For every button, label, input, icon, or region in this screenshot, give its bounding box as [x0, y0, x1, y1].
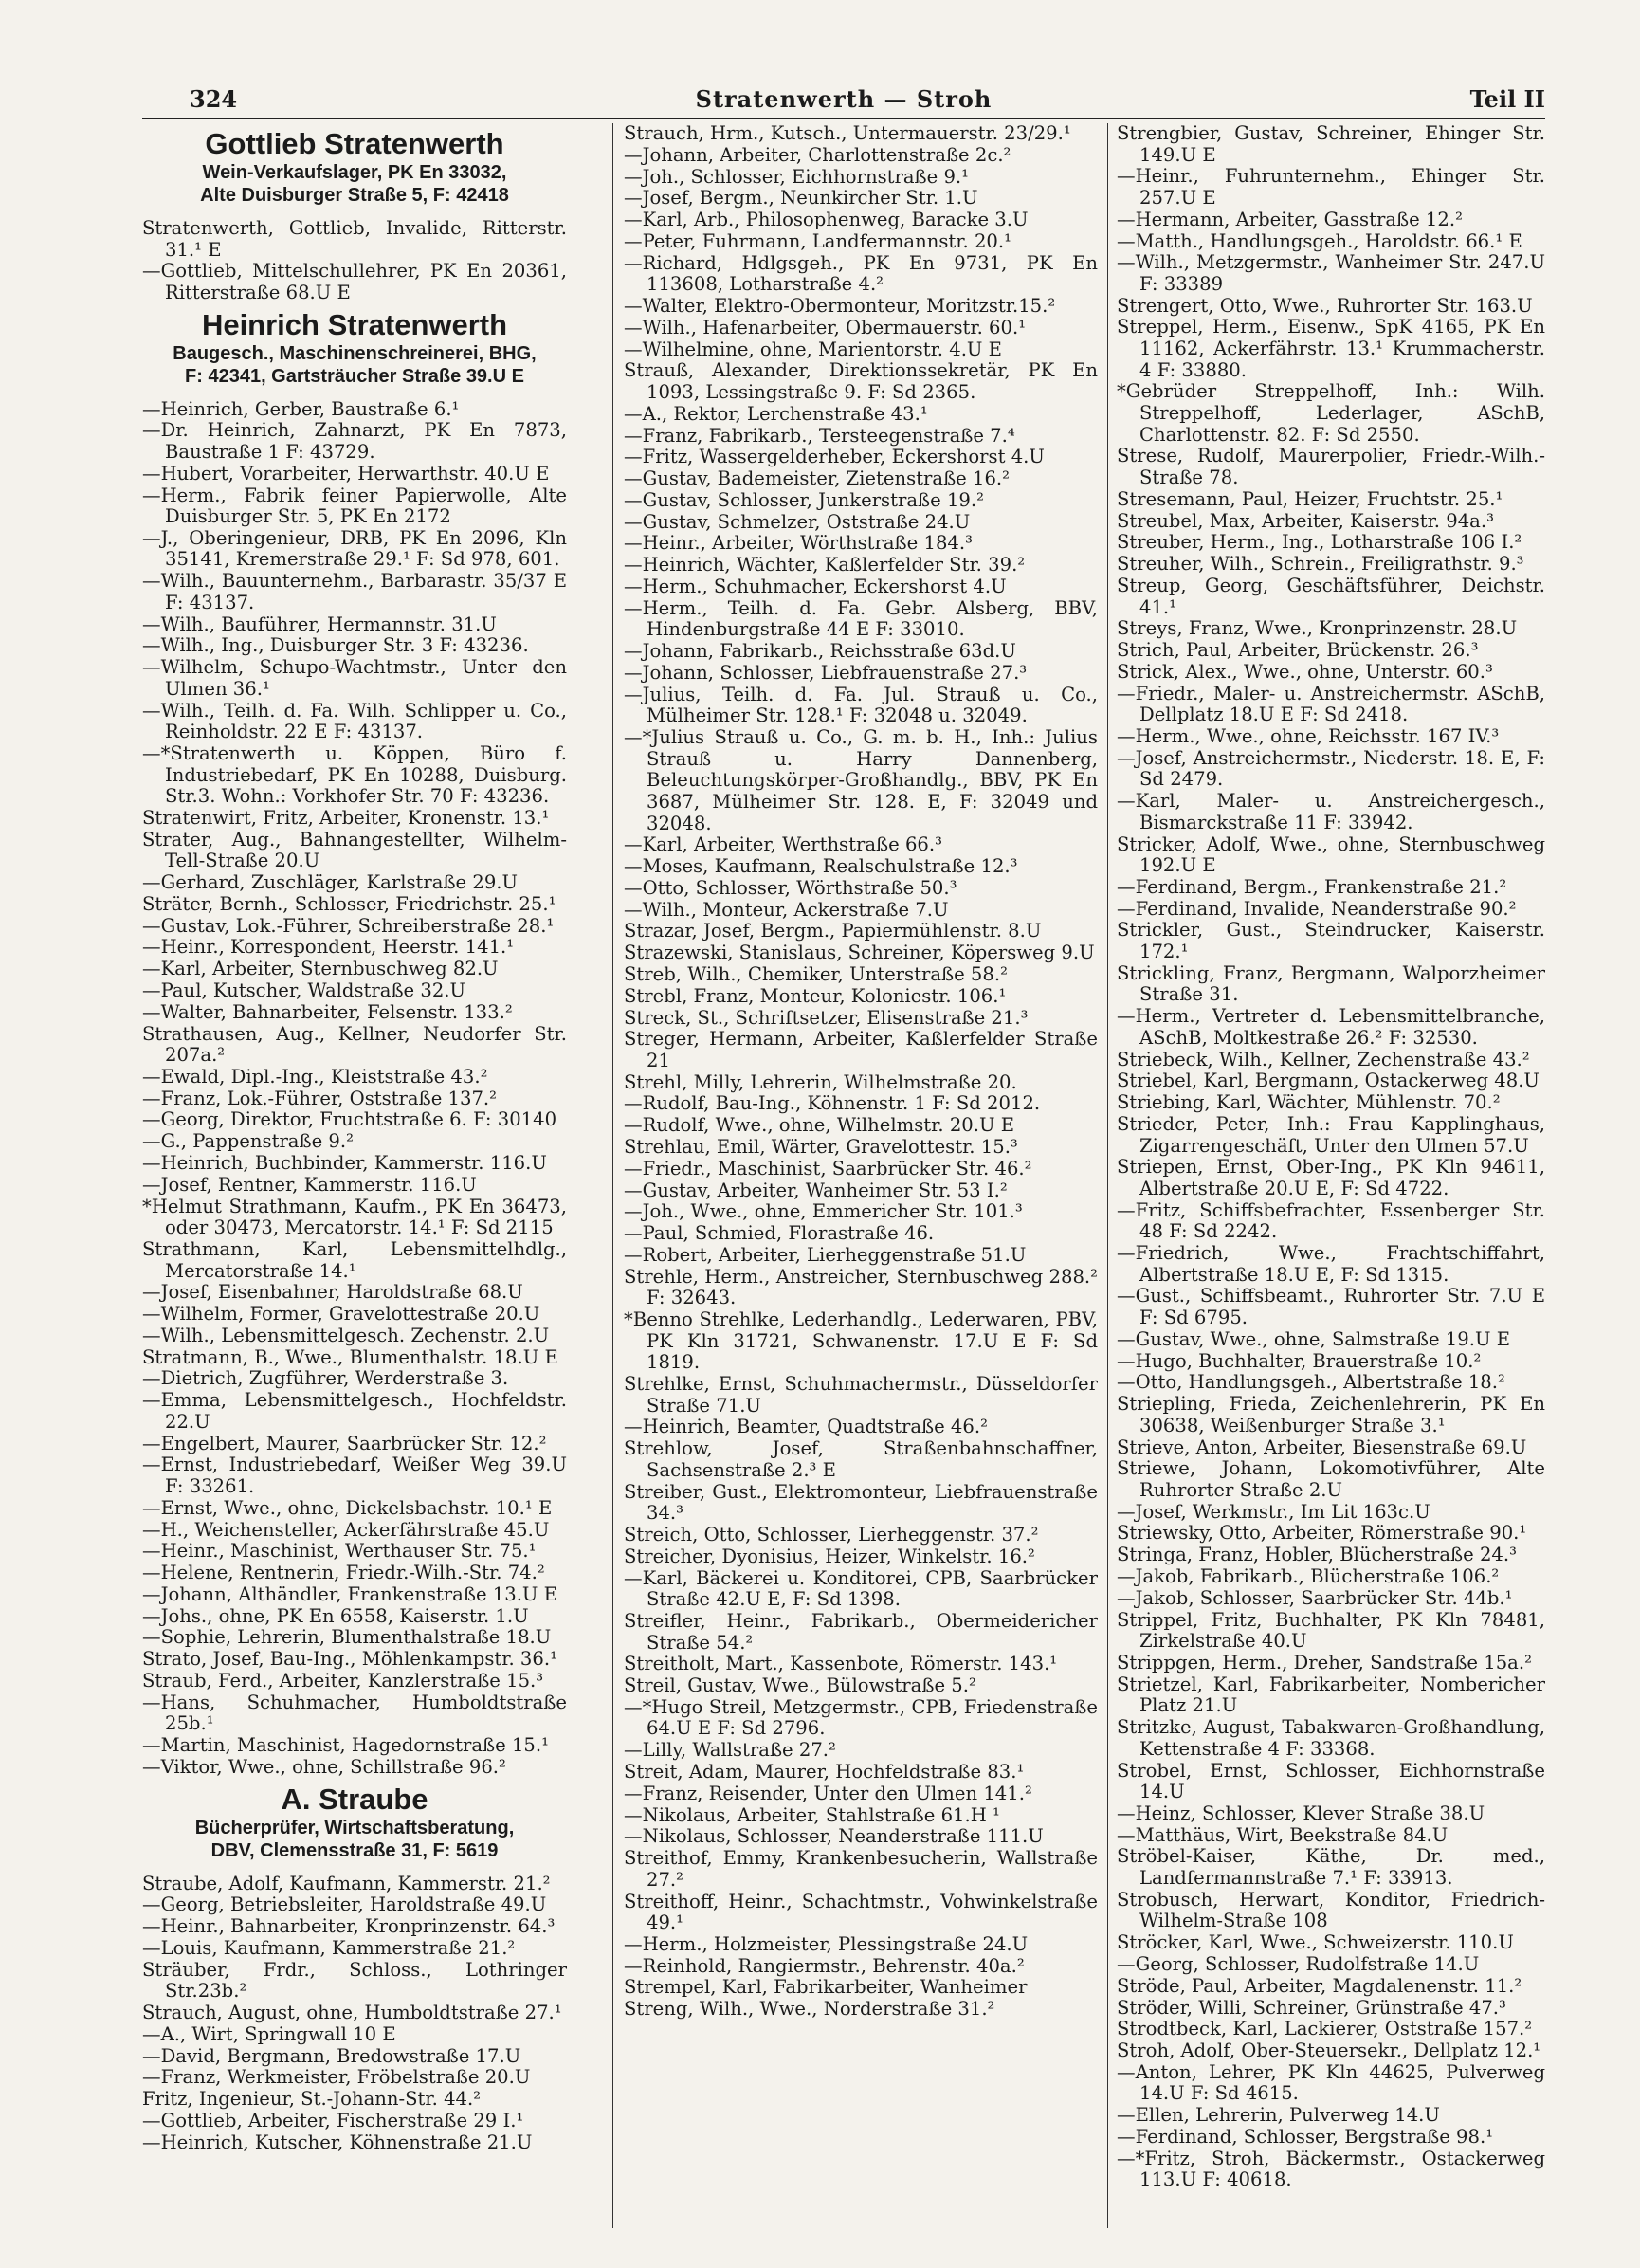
column-divider [612, 123, 613, 2228]
directory-entry: —Paul, Kutscher, Waldstraße 32.U [142, 979, 466, 1001]
directory-entry: Striebel, Karl, Bergmann, Ostackerweg 48.U [1117, 1070, 1540, 1092]
directory-entry: —J., Oberingenieur, DRB, PK En 2096, Kln 35141, Kremerstraße 29.¹ F: Sd 978, 601. [142, 526, 567, 571]
directory-entry: —Heinrich, Beamter, Quadtstraße 46.² [624, 1416, 988, 1438]
directory-entry: —Johs., ohne, PK En 6558, Kaiserstr. 1.U [142, 1604, 529, 1627]
directory-entry: —Franz, Reisender, Unter den Ulmen 141.² [624, 1782, 1032, 1804]
business-name: A. Straube [281, 1782, 428, 1816]
running-title: Stratenwerth — Stroh [695, 85, 993, 113]
directory-entry: —Anton, Lehrer, PK Kln 44625, Pulverweg 14.U F: Sd 4615. [1117, 2060, 1545, 2105]
business-detail-line: Bücherprüfer, Wirtschaftsberatung, [194, 1817, 515, 1838]
directory-entry: —Nikolaus, Arbeiter, Stahlstraße 61.H ¹ [624, 1803, 1000, 1826]
directory-entry: Striewsky, Otto, Arbeiter, Römerstraße 90.¹ [1117, 1522, 1527, 1545]
directory-entry: Streb, Wilh., Chemiker, Unterstraße 58.² [624, 962, 1008, 985]
directory-entry: —Johann, Arbeiter, Charlottenstraße 2c.² [624, 143, 1011, 166]
directory-entry: Strebl, Franz, Monteur, Koloniestr. 106.¹ [624, 984, 1007, 1007]
directory-entry: —Herm., Teilh. d. Fa. Gebr. Alsberg, BBV, Hindenburgstraße 44 E F: 33010. [624, 596, 1098, 641]
directory-entry: —Franz, Fabrikarb., Tersteegenstraße 7.⁴ [624, 424, 1015, 447]
directory-entry: —Dietrich, Zugführer, Werderstraße 3. [142, 1367, 509, 1390]
directory-entry: —Engelbert, Maurer, Saarbrücker Str. 12.² [142, 1432, 547, 1454]
directory-entry: Strengert, Otto, Wwe., Ruhrorter Str. 163.U [1117, 294, 1533, 317]
directory-entry: —Ernst, Wwe., ohne, Dickelsbachstr. 10.¹ E [142, 1496, 553, 1519]
directory-entry: —Karl, Arbeiter, Sternbuschweg 82.U [142, 958, 499, 980]
directory-entry: Stritzke, August, Tabakwaren-Großhandlung, Kettenstraße 4 F: 33368. [1117, 1716, 1545, 1760]
directory-entry: *Helmut Strathmann, Kaufm., PK En 36473, oder 30473, Mercatorstr. 14.¹ F: Sd 2115 [142, 1195, 567, 1239]
directory-entry: —Friedrich, Wwe., Frachtschiffahrt, Albertstraße 18.U E, F: Sd 1315. [1117, 1242, 1545, 1286]
directory-entry: —Hermann, Arbeiter, Gasstraße 12.² [1117, 208, 1463, 230]
directory-entry: Streppel, Herm., Eisenw., SpK 4165, PK En 11162, Ackerfährstr. 13.¹ Krummacherstr. 4 F: 33880. [1117, 316, 1545, 381]
directory-entry: —Nikolaus, Schlosser, Neanderstraße 111.U [624, 1825, 1044, 1848]
directory-entry: —Martin, Maschinist, Hagedornstraße 15.¹ [142, 1734, 549, 1757]
directory-entry: —Heinrich, Wächter, Kaßlerfelder Str. 39.² [624, 554, 1026, 576]
directory-entry: Strehle, Herm., Anstreicher, Sternbuschweg 288.² F: 32643. [624, 1265, 1098, 1309]
directory-entry: —Heinr., Fuhrunternehm., Ehinger Str. 257.U E [1117, 165, 1545, 209]
directory-entry: —Josef, Eisenbahner, Haroldstraße 68.U [142, 1281, 523, 1304]
directory-entry: Strato, Josef, Bau-Ing., Möhlenkampstr. 36.¹ [142, 1648, 557, 1671]
directory-entry: —Otto, Schlosser, Wörthstraße 50.³ [624, 876, 957, 899]
directory-entry: Ströbel-Kaiser, Käthe, Dr. med., Landfermannstraße 7.¹ F: 33913. [1117, 1845, 1545, 1890]
directory-entry: Strese, Rudolf, Maurerpolier, Friedr.-Wilh.-Straße 78. [1117, 445, 1545, 488]
directory-entry: —Emma, Lebensmittelgesch., Hochfeldstr. 22.U [142, 1389, 567, 1433]
directory-entry: Stringa, Franz, Hobler, Blücherstraße 24.³ [1117, 1544, 1517, 1566]
directory-entry: Strehl, Milly, Lehrerin, Wilhelmstraße 20. [624, 1070, 1017, 1093]
directory-entry: —Jakob, Fabrikarb., Blücherstraße 106.² [1117, 1565, 1500, 1588]
directory-entry: Strieder, Peter, Inh.: Frau Kapplinghaus, Zigarrengeschäft, Unter den Ulmen 57.U [1117, 1112, 1545, 1157]
directory-entry: Streubel, Max, Arbeiter, Kaiserstr. 94a.³ [1117, 509, 1494, 532]
directory-entry: Strazewski, Stanislaus, Schreiner, Köpersweg 9.U [624, 942, 1095, 964]
directory-entry: Stratmann, B., Wwe., Blumenthalstr. 18.U E [142, 1345, 558, 1368]
directory-entry: —Hans, Schuhmacher, Humboldtstraße 25b.¹ [142, 1691, 567, 1735]
directory-entry: Strich, Paul, Arbeiter, Brückenstr. 26.³ [1117, 639, 1479, 662]
business-advertisement [142, 1783, 567, 1862]
directory-entry: —Josef, Anstreichermstr., Niederstr. 18. E, F: Sd 2479. [1117, 746, 1545, 791]
directory-entry: Fritz, Ingenieur, St.-Johann-Str. 44.² [142, 2088, 482, 2111]
directory-entry: —Georg, Direktor, Fruchtstraße 6. F: 30140 [142, 1108, 557, 1131]
directory-entry: —Heinr., Maschinist, Werthauser Str. 75.¹ [142, 1540, 537, 1563]
directory-entry: —Wilhelm, Schupo-Wachtmstr., Unter den Ulmen 36.¹ [142, 656, 567, 700]
directory-entry: —Matthäus, Wirt, Beekstraße 84.U [1117, 1823, 1449, 1846]
directory-entry: —David, Bergmann, Bredowstraße 17.U [142, 2044, 521, 2067]
directory-entry: Strippgen, Herm., Dreher, Sandstraße 15a.² [1117, 1651, 1532, 1674]
directory-entry: —Johann, Fabrikarb., Reichsstraße 63d.U [624, 640, 1016, 663]
directory-entry: —Walter, Bahnarbeiter, Felsenstr. 133.² [142, 1000, 513, 1023]
directory-entry: Strehlow, Josef, Straßenbahnschaffner, Sachsenstraße 2.³ E [624, 1437, 1098, 1481]
directory-entry: Strauch, August, ohne, Humboldtstraße 27.¹ [142, 2002, 562, 2024]
directory-entry: —Johann, Althändler, Frankenstraße 13.U E [142, 1582, 557, 1605]
directory-entry: —Wilhelmine, ohne, Marientorstr. 4.U E [624, 338, 1002, 360]
directory-entry: Streich, Otto, Schlosser, Lierheggenstr. 37.² [624, 1523, 1039, 1546]
directory-entry: —Wilh., Lebensmittelgesch. Zechenstr. 2.U [142, 1324, 550, 1346]
directory-entry: Streup, Georg, Geschäftsführer, Deichstr. 41.¹ [1117, 574, 1545, 618]
directory-entry: Streck, St., Schriftsetzer, Elisenstraße 21.³ [624, 1006, 1029, 1029]
directory-entry: —Georg, Betriebsleiter, Haroldstraße 49.U [142, 1893, 547, 1916]
directory-entry: Striepling, Frieda, Zeichenlehrerin, PK En 30638, Weißenburger Straße 3.¹ [1117, 1393, 1545, 1436]
directory-entry: —Wilh., Ing., Duisburger Str. 3 F: 43236. [142, 634, 529, 657]
directory-entry: —Hugo, Buchhalter, Brauerstraße 10.² [1117, 1349, 1482, 1372]
directory-entry: —Ellen, Lehrerin, Pulverweg 14.U [1117, 2104, 1440, 2127]
directory-entry: Streithof, Emmy, Krankenbesucherin, Wallstraße 27.² [624, 1847, 1098, 1891]
directory-entry: Streithoff, Heinr., Schachtmstr., Vohwinkelstraße 49.¹ [624, 1890, 1098, 1934]
directory-entry: Strempel, Karl, Fabrikarbeiter, Wanheimer [624, 1976, 1028, 1999]
directory-entry: Strehlau, Emil, Wärter, Gravelottestr. 15.³ [624, 1136, 1018, 1159]
directory-entry: Streil, Gustav, Wwe., Bülowstraße 5.² [624, 1674, 976, 1697]
part-label: Teil II [1469, 85, 1545, 113]
directory-entry: —Heinrich, Kutscher, Köhnenstraße 21.U [142, 2131, 533, 2153]
directory-entry: —Sophie, Lehrerin, Blumenthalstraße 18.U [142, 1626, 552, 1649]
directory-entry: —Wilh., Hafenarbeiter, Obermauerstr. 60.¹ [624, 316, 1027, 338]
directory-entry: —Karl, Bäckerei u. Konditorei, CPB, Saarbrücker Straße 42.U E, F: Sd 1398. [624, 1566, 1098, 1611]
directory-entry: —Karl, Arbeiter, Werthstraße 66.³ [624, 833, 942, 856]
directory-entry: —Gerhard, Zuschläger, Karlstraße 29.U [142, 871, 519, 894]
business-advertisement [142, 308, 567, 388]
directory-entry: —Walter, Elektro-Obermonteur, Moritzstr.15.² [624, 295, 1056, 318]
directory-entry: —Herm., Fabrik feiner Papierwolle, Alte Duisburger Str. 5, PK En 2172 [142, 484, 567, 528]
directory-entry: —Wilh., Teilh. d. Fa. Wilh. Schlipper u. Co., Reinholdstr. 22 E F: 43137. [142, 699, 567, 743]
directory-entry: Strippel, Fritz, Buchhalter, PK Kln 78481, Zirkelstraße 40.U [1117, 1608, 1545, 1653]
directory-entry: Striebeck, Wilh., Kellner, Zechenstraße 43.² [1117, 1048, 1530, 1070]
directory-entry: —Wilh., Bauführer, Hermannstr. 31.U [142, 613, 497, 635]
directory-entry: Strathmann, Karl, Lebensmittelhdlg., Mercatorstraße 14.¹ [142, 1237, 567, 1282]
directory-entry: —Herm., Schuhmacher, Eckershorst 4.U [624, 576, 1007, 598]
directory-entry: Ströde, Paul, Arbeiter, Magdalenenstr. 11.² [1117, 1974, 1522, 1997]
directory-entry: —Fritz, Wassergelderheber, Eckershorst 4.U [624, 446, 1045, 468]
directory-entry: Streger, Hermann, Arbeiter, Kaßlerfelder Straße 21 [624, 1028, 1098, 1071]
directory-entry: —A., Wirt, Springwall 10 E [142, 2022, 396, 2045]
directory-entry: Strehlke, Ernst, Schuhmachermstr., Düsseldorfer Straße 71.U [624, 1373, 1098, 1417]
directory-entry: —Gustav, Schmelzer, Oststraße 24.U [624, 510, 971, 533]
directory-entry: Striewe, Johann, Lokomotivführer, Alte Ruhrorter Straße 2.U [1117, 1457, 1545, 1501]
directory-entry: —Heinz, Schlosser, Klever Straße 38.U [1117, 1802, 1485, 1824]
directory-entry: Strickler, Gust., Steindrucker, Kaiserstr. 172.¹ [1117, 919, 1545, 963]
directory-entry: —Wilh., Monteur, Ackerstraße 7.U [624, 898, 949, 921]
directory-entry: Strickling, Franz, Bergmann, Walporzheimer Straße 31. [1117, 961, 1545, 1006]
directory-entry: —Lilly, Wallstraße 27.² [624, 1739, 836, 1762]
directory-entry: —Friedr., Maler- u. Anstreichermstr. ASchB, Dellplatz 18.U E F: Sd 2418. [1117, 682, 1545, 726]
directory-entry: —*Hugo Streil, Metzgermstr., CPB, Friedenstraße 64.U E F: Sd 2796. [624, 1695, 1098, 1740]
directory-entry: —Rudolf, Bau-Ing., Köhnenstr. 1 F: Sd 2012. [624, 1092, 1041, 1115]
directory-entry: Strathausen, Aug., Kellner, Neudorfer Str. 207a.² [142, 1022, 567, 1067]
directory-entry: Streiber, Gust., Elektromonteur, Liebfrauenstraße 34.³ [624, 1480, 1098, 1525]
directory-entry: Streuher, Wilh., Schrein., Freiligrathstr. 9.³ [1117, 553, 1524, 576]
directory-entry: Streifler, Heinr., Fabrikarb., Obermeidericher Straße 54.² [624, 1609, 1098, 1654]
page-header [142, 80, 1545, 119]
directory-entry: Strobel, Ernst, Schlosser, Eichhornstraße 14.U [1117, 1759, 1545, 1803]
directory-entry: Strobusch, Herwart, Konditor, Friedrich-Wilhelm-Straße 108 [1117, 1888, 1545, 1932]
directory-entry: —Louis, Kaufmann, Kammerstraße 21.² [142, 1936, 516, 1959]
directory-entry: —Robert, Arbeiter, Lierheggenstraße 51.U [624, 1243, 1027, 1266]
directory-entry: —Joh., Schlosser, Eichhornstraße 9.¹ [624, 165, 970, 188]
directory-entry: —Franz, Werkmeister, Fröbelstraße 20.U [142, 2066, 531, 2089]
directory-entry: —Friedr., Maschinist, Saarbrücker Str. 46.² [624, 1157, 1032, 1180]
directory-entry: —Ernst, Industriebedarf, Weißer Weg 39.U F: 33261. [142, 1454, 567, 1497]
directory-entry: —Fritz, Schiffsbefrachter, Essenberger Str. 48 F: Sd 2242. [1117, 1198, 1545, 1243]
directory-entry: Strengbier, Gustav, Schreiner, Ehinger Str. 149.U E [1117, 123, 1545, 166]
directory-entry: Streng, Wilh., Wwe., Norderstraße 31.² [624, 1998, 995, 2021]
directory-entry: —Gustav, Wwe., ohne, Salmstraße 19.U E [1117, 1327, 1510, 1350]
directory-entry: —Karl, Maler- u. Anstreichergesch., Bismarckstraße 11 F: 33942. [1117, 790, 1545, 833]
directory-entry: —Gustav, Lok.-Führer, Schreiberstraße 28.¹ [142, 914, 555, 937]
directory-entry: —Ewald, Dipl.-Ing., Kleiststraße 43.² [142, 1065, 488, 1088]
directory-entry: Straube, Adolf, Kaufmann, Kammerstr. 21.² [142, 1872, 551, 1894]
directory-entry: Strauß, Alexander, Direktionssekretär, PK En 1093, Lessingstraße 9. F: Sd 2365. [624, 359, 1098, 403]
directory-entry: Stricker, Adolf, Wwe., ohne, Sternbuschweg 192.U E [1117, 832, 1545, 877]
directory-entry: Ströcker, Karl, Wwe., Schweizerstr. 110.U [1117, 1931, 1514, 1954]
directory-entry: —Josef, Bergm., Neunkircher Str. 1.U [624, 187, 978, 210]
directory-entry: Streit, Adam, Maurer, Hochfeldstraße 83.¹ [624, 1761, 1025, 1783]
column-divider [1107, 123, 1108, 2228]
directory-entry: Strodtbeck, Karl, Lackierer, Oststraße 157.² [1117, 2018, 1533, 2040]
directory-entry: —*Stratenwerth u. Köppen, Büro f. Industriebedarf, PK En 10288, Duisburg. Str.3. Wohn.: Vorkhofer Str. 70 F: 43236. [142, 741, 567, 808]
directory-entry: —Wilhelm, Former, Gravelottestraße 20.U [142, 1303, 540, 1326]
directory-entry: —Richard, Hdlgsgeh., PK En 9731, PK En 113608, Lotharstraße 4.² [624, 251, 1098, 296]
directory-entry: —Herm., Holzmeister, Plessingstraße 24.U [624, 1932, 1029, 1955]
business-name: Gottlieb Stratenwerth [205, 127, 504, 160]
directory-entry: —Gottlieb, Arbeiter, Fischerstraße 29 I.¹ [142, 2109, 524, 2131]
directory-entry: —Hubert, Vorarbeiter, Herwarthstr. 40.U E [142, 462, 550, 485]
directory-entry: —Josef, Rentner, Kammerstr. 116.U [142, 1173, 477, 1196]
directory-entry: —G., Pappenstraße 9.² [142, 1130, 354, 1153]
directory-entry: —Ferdinand, Bergm., Frankenstraße 21.² [1117, 875, 1507, 898]
directory-entry: Striepen, Ernst, Ober-Ing., PK Kln 94611, Albertstraße 20.U E, F: Sd 4722. [1117, 1156, 1545, 1199]
directory-entry: —Heinrich, Gerber, Baustraße 6.¹ [142, 397, 460, 420]
business-name: Heinrich Stratenwerth [201, 307, 508, 341]
business-advertisement [142, 127, 567, 207]
directory-entry: —Gustav, Arbeiter, Wanheimer Str. 53 I.² [624, 1179, 1008, 1201]
directory-entry: —Gottlieb, Mittelschullehrer, PK En 20361, Ritterstraße 68.U E [142, 260, 567, 303]
directory-entry: —Georg, Schlosser, Rudolfstraße 14.U [1117, 1952, 1480, 1975]
business-detail-line: Wein-Verkaufslager, PK En 33032, [202, 162, 507, 183]
directory-entry: *Benno Strehlke, Lederhandlg., Lederwaren, PBV, PK Kln 31721, Schwanenstr. 17.U E F: Sd 1819. [624, 1308, 1098, 1374]
directory-entry: Streuber, Herm., Ing., Lotharstraße 106 I.² [1117, 531, 1522, 554]
directory-entry: —Moses, Kaufmann, Realschulstraße 12.³ [624, 855, 1018, 878]
directory-entry: —Matth., Handlungsgeh., Haroldstr. 66.¹ E [1117, 229, 1522, 252]
directory-entry: —Wilh., Bauunternehm., Barbarastr. 35/37 E F: 43137. [142, 570, 567, 613]
directory-column-2 [624, 123, 1098, 2228]
directory-entry: —Heinr., Korrespondent, Heerstr. 141.¹ [142, 936, 515, 959]
directory-entry: Strick, Alex., Wwe., ohne, Unterstr. 60.³ [1117, 660, 1493, 683]
directory-entry: Sträuber, Frdr., Schloss., Lothringer Str.23b.² [142, 1958, 567, 2003]
directory-entry: —Helene, Rentnerin, Friedr.-Wilh.-Str. 74.² [142, 1562, 545, 1584]
directory-entry: —Herm., Vertreter d. Lebensmittelbranche, ASchB, Moltkestraße 26.² F: 32530. [1117, 1005, 1545, 1049]
directory-entry: —Johann, Schlosser, Liebfrauenstraße 27.³ [624, 661, 1028, 684]
directory-entry: —Gust., Schiffsbeamt., Ruhrorter Str. 7.U E F: Sd 6795. [1117, 1285, 1545, 1329]
directory-entry: —Gustav, Schlosser, Junkerstraße 19.² [624, 488, 984, 511]
directory-entry: Streicher, Dyonisius, Heizer, Winkelstr. 16.² [624, 1545, 1035, 1567]
directory-entry: Stresemann, Paul, Heizer, Fruchtstr. 25.¹ [1117, 487, 1503, 510]
directory-entry: Strieve, Anton, Arbeiter, Biesenstraße 69.U [1117, 1436, 1527, 1458]
directory-entry: Streys, Franz, Wwe., Kronprinzenstr. 28.U [1117, 617, 1518, 640]
directory-entry: Ströder, Willi, Schreiner, Grünstraße 47.³ [1117, 1996, 1506, 2019]
directory-entry: —H., Weichensteller, Ackerfährstraße 45.U [142, 1518, 550, 1541]
directory-entry: —Paul, Schmied, Florastraße 46. [624, 1222, 935, 1245]
directory-entry: —Rudolf, Wwe., ohne, Wilhelmstr. 20.U E [624, 1114, 1015, 1137]
business-detail-line: DBV, Clemensstraße 31, F: 5619 [210, 1839, 499, 1861]
directory-entry: —Gustav, Bademeister, Zietenstraße 16.² [624, 467, 1010, 490]
directory-entry: —Herm., Wwe., ohne, Reichsstr. 167 IV.³ [1117, 725, 1500, 747]
directory-entry: —Dr. Heinrich, Zahnarzt, PK En 7873, Baustraße 1 F: 43729. [142, 419, 567, 463]
directory-entry: Striebing, Karl, Wächter, Mühlenstr. 70.² [1117, 1091, 1501, 1114]
directory-entry: —Heinr., Arbeiter, Wörthstraße 184.³ [624, 532, 973, 555]
directory-entry: —Viktor, Wwe., ohne, Schillstraße 96.² [142, 1755, 506, 1778]
directory-entry: —Wilh., Metzgermstr., Wanheimer Str. 247.U F: 33389 [1117, 251, 1545, 295]
directory-entry: —Heinr., Bahnarbeiter, Kronprinzenstr. 64.³ [142, 1915, 556, 1938]
directory-entry: —Joh., Wwe., ohne, Emmericher Str. 101.³ [624, 1200, 1023, 1223]
directory-entry: —Julius, Teilh. d. Fa. Jul. Strauß u. Co., Mülheimer Str. 128.¹ F: 32048 u. 32049. [624, 683, 1098, 727]
directory-entry: Strater, Aug., Bahnangestellter, Wilhelm-Tell-Straße 20.U [142, 828, 567, 872]
directory-entry: Stroh, Adolf, Ober-Steuersekr., Dellplatz 12.¹ [1117, 2039, 1541, 2062]
directory-entry: Streitholt, Mart., Kassenbote, Römerstr. 143.¹ [624, 1653, 1058, 1675]
directory-column-3 [1117, 123, 1545, 2228]
directory-entry: Strauch, Hrm., Kutsch., Untermauerstr. 23/29.¹ [624, 123, 1071, 144]
directory-entry: —Franz, Lok.-Führer, Oststraße 137.² [142, 1087, 497, 1109]
directory-entry: Strietzel, Karl, Fabrikarbeiter, Nombericher Platz 21.U [1117, 1673, 1545, 1717]
directory-entry: —*Julius Strauß u. Co., G. m. b. H., Inh.: Julius Strauß u. Harry Dannenberg, Beleuchtungskörper-Großhandlg., BBV, PK En 3687, Mülheimer Str. 128. E, F: 32049 und 32048. [624, 726, 1098, 834]
directory-entry: —Jakob, Schlosser, Saarbrücker Str. 44b.¹ [1117, 1586, 1513, 1609]
directory-entry: Sträter, Bernh., Schlosser, Friedrichstr. 25.¹ [142, 892, 556, 915]
directory-entry: Stratenwerth, Gottlieb, Invalide, Ritterstr. 31.¹ E [142, 217, 567, 261]
directory-entry: —Ferdinand, Invalide, Neanderstraße 90.² [1117, 897, 1517, 920]
directory-column-1 [142, 123, 567, 2228]
directory-entry: Stratenwirt, Fritz, Arbeiter, Kronenstr. 13.¹ [142, 806, 550, 829]
directory-entry: —A., Rektor, Lerchenstraße 43.¹ [624, 402, 928, 425]
directory-entry: *Gebrüder Streppelhoff, Inh.: Wilh. Streppelhoff, Lederlager, ASchB, Charlottenstr. 82. F: Sd 2550. [1117, 380, 1545, 446]
directory-entry: Straub, Ferd., Arbeiter, Kanzlerstraße 15.³ [142, 1670, 544, 1692]
business-detail-line: Alte Duisburger Straße 5, F: 42418 [200, 185, 509, 206]
business-detail-line: Baugesch., Maschinenschreinerei, BHG, [173, 342, 537, 364]
directory-entry: —Reinhold, Rangiermstr., Behrenstr. 40a.² [624, 1954, 1025, 1977]
directory-entry: —Karl, Arb., Philosophenweg, Baracke 3.U [624, 209, 1029, 231]
directory-entry: —Otto, Handlungsgeh., Albertstraße 18.² [1117, 1371, 1505, 1394]
directory-entry: —Peter, Fuhrmann, Landfermannstr. 20.¹ [624, 229, 1011, 252]
business-detail-line: F: 42341, Gartsträucher Straße 39.U E [185, 365, 524, 387]
directory-entry: Strazar, Josef, Bergm., Papiermühlenstr. 8.U [624, 920, 1042, 942]
directory-entry: —*Fritz, Stroh, Bäckermstr., Ostackerweg 113.U F: 40618. [1117, 2147, 1545, 2191]
directory-entry: —Heinrich, Buchbinder, Kammerstr. 116.U [142, 1152, 547, 1175]
directory-entry: —Josef, Werkmstr., Im Lit 163c.U [1117, 1500, 1430, 1523]
directory-entry: —Ferdinand, Schlosser, Bergstraße 98.¹ [1117, 2126, 1494, 2149]
page-number: 324 [190, 85, 238, 113]
